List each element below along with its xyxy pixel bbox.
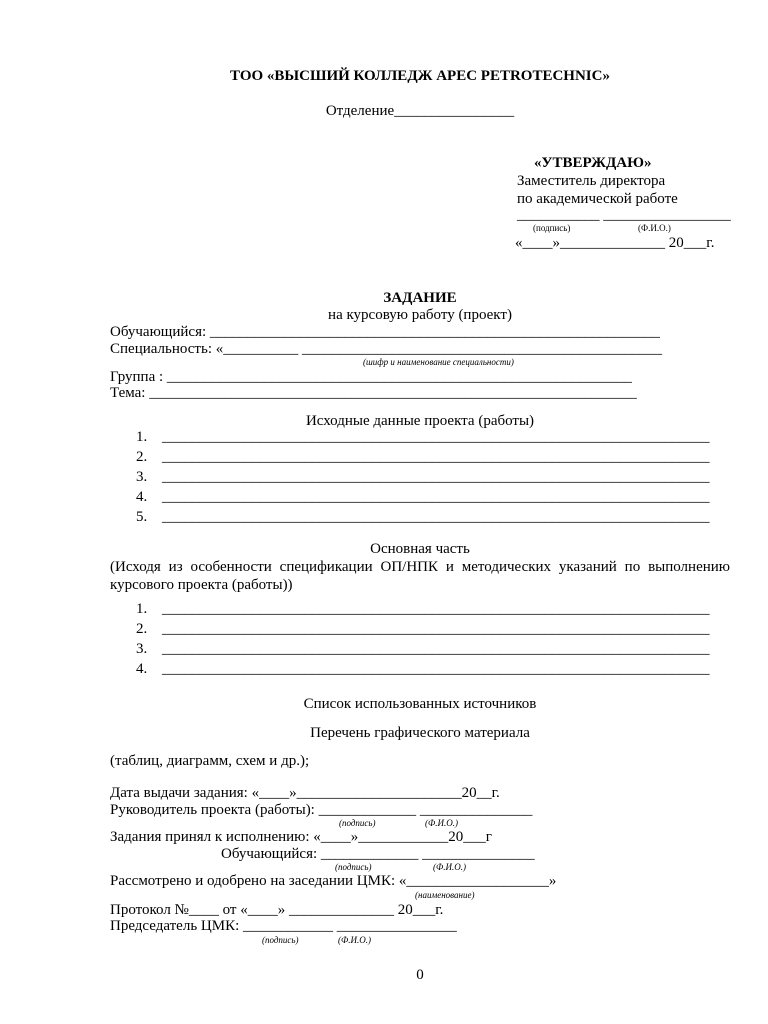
reviewed-line: Рассмотрено и одобрено на заседании ЦМК: «___________________» (110, 873, 557, 889)
task-subtitle: на курсовую работу (проект) (328, 307, 512, 323)
approval-sign-label: (подпись) (533, 223, 571, 233)
list-item-line: _________________________________________________________________________ (162, 449, 710, 465)
supervisor-sign-label: (подпись) (339, 818, 376, 828)
chair-sign-label: (подпись) (262, 935, 299, 945)
chair-line: Председатель ЦМК: ____________ ________________ (110, 918, 457, 934)
main-part-heading: Основная часть (370, 541, 470, 557)
specialty-field: Специальность: «__________ ________________________________________________ (110, 341, 662, 357)
list-item-number: 4. (136, 489, 148, 505)
list-item-line: _________________________________________________________________________ (162, 489, 710, 505)
org-title: ТОО «ВЫСШИЙ КОЛЛЕДЖ APEC PETROTECHNIC» (230, 68, 610, 84)
list-item-line: _________________________________________________________________________ (162, 429, 710, 445)
list-item-line: _________________________________________________________________________ (162, 621, 710, 637)
list-item-number: 3. (136, 469, 148, 485)
chair-fio-label: (Ф.И.О.) (338, 935, 371, 945)
topic-field: Тема: _________________________________________________________________ (110, 385, 637, 401)
task-title: ЗАДАНИЕ (383, 290, 457, 306)
issue-date: Дата выдачи задания: «____»______________________20__г. (110, 785, 500, 801)
approval-line2: по академической работе (517, 191, 678, 207)
group-field: Группа : ______________________________________________________________ (110, 369, 632, 385)
list-item-line: _________________________________________________________________________ (162, 509, 710, 525)
reviewed-note: (наименование) (415, 890, 475, 900)
approval-date: «____»______________ 20___г. (515, 235, 715, 251)
list-item-number: 2. (136, 621, 148, 637)
student-fio-label: (Ф.И.О.) (433, 862, 466, 872)
student-field: Обучающийся: ____________________________________________________________ (110, 324, 660, 340)
approval-line1: Заместитель директора (517, 173, 666, 189)
list-item-line: _________________________________________________________________________ (162, 469, 710, 485)
department-line: Отделение________________ (325, 103, 515, 119)
list-item-number: 5. (136, 509, 148, 525)
specialty-note: (шифр и наименование специальности) (363, 357, 514, 367)
list-item-number: 2. (136, 449, 148, 465)
protocol-line: Протокол №____ от «____» ______________ 20___г. (110, 902, 444, 918)
graphics-note: (таблиц, диаграмм, схем и др.); (110, 753, 310, 769)
approval-sign-line: ___________ _________________ (517, 207, 731, 223)
list-item-line: _________________________________________________________________________ (162, 661, 710, 677)
approval-title: «УТВЕРЖДАЮ» (534, 155, 652, 171)
list-item-number: 1. (136, 601, 148, 617)
list-item-line: _________________________________________________________________________ (162, 601, 710, 617)
list-item-number: 4. (136, 661, 148, 677)
page-number: 0 (416, 967, 424, 983)
approval-fio-label: (Ф.И.О.) (638, 223, 671, 233)
list-item-number: 3. (136, 641, 148, 657)
supervisor-fio-label: (Ф.И.О.) (425, 818, 458, 828)
list-item-line: _________________________________________________________________________ (162, 641, 710, 657)
graphics-heading: Перечень графического материала (310, 725, 530, 741)
accepted-line: Задания принял к исполнению: «____»____________20___г (110, 829, 492, 845)
sources-heading: Список использованных источников (303, 696, 537, 712)
main-part-paragraph: (Исходя из особенности спецификации ОП/НПК и методических указаний по выполнению курсового проекта (работы)) (110, 559, 730, 593)
list-item-number: 1. (136, 429, 148, 445)
student-sign-label: (подпись) (335, 862, 372, 872)
supervisor-line: Руководитель проекта (работы): _____________ _______________ (110, 802, 533, 818)
initial-data-heading: Исходные данные проекта (работы) (305, 413, 535, 429)
student-sign-line: Обучающийся: _____________ _______________ (221, 846, 535, 862)
